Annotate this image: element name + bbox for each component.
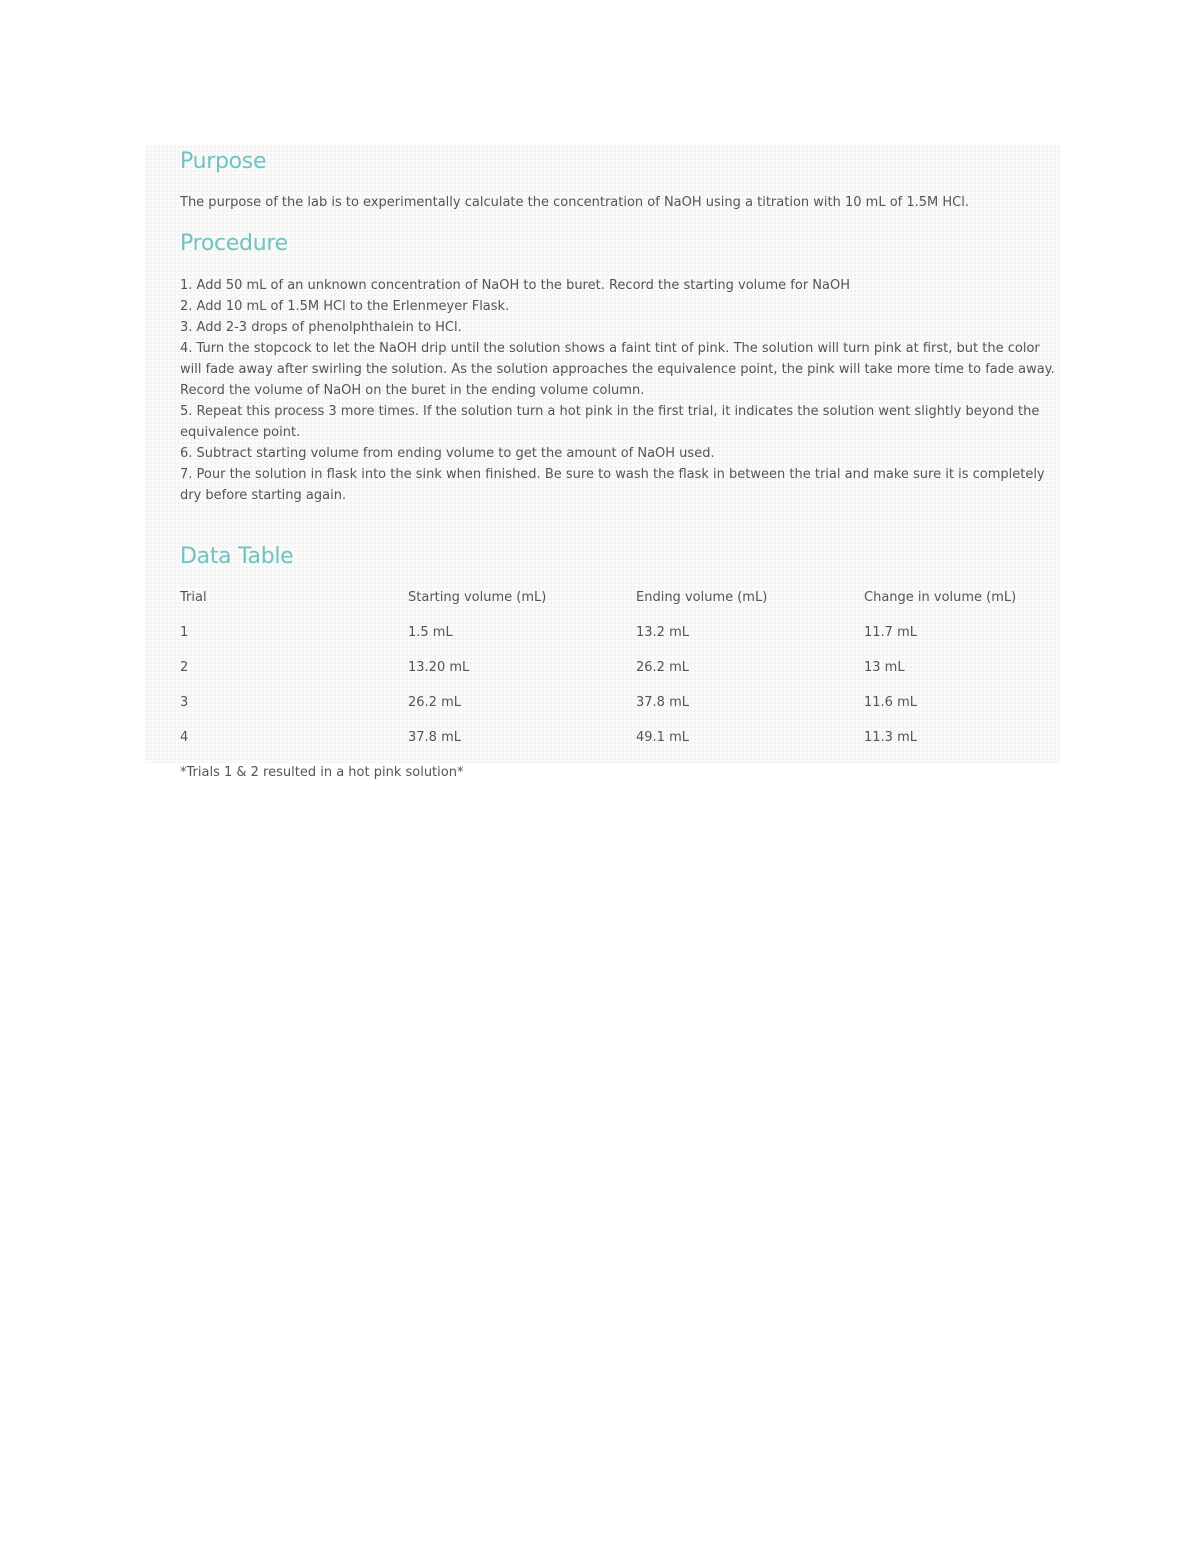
procedure-step: 2. Add 10 mL of 1.5M HCl to the Erlenmeyer Flask. [180,299,510,314]
procedure-step: 5. Repeat this process 3 more times. If the solution turn a hot pink in the first trial, it indicates the solution went slightly beyond the equivalence point. [180,404,1040,440]
table-cell: 4 [180,730,189,745]
procedure-heading: Procedure [180,231,288,256]
table-cell: 37.8 mL [636,695,689,710]
table-cell: 26.2 mL [408,695,461,710]
table-row [180,685,1060,720]
procedure-step: 6. Subtract starting volume from ending volume to get the amount of NaOH used. [180,446,715,461]
column-header: Ending volume (mL) [636,590,768,605]
table-row [180,615,1060,650]
data-table [180,580,1060,755]
table-header-row [180,580,1060,615]
table-cell: 13 mL [864,660,905,675]
procedure-step: 1. Add 50 mL of an unknown concentration of NaOH to the buret. Record the starting volume for NaOH [180,278,851,293]
table-cell: 3 [180,695,189,710]
table-row [180,650,1060,685]
purpose-heading: Purpose [180,149,267,174]
document-content [180,145,1060,790]
table-cell: 37.8 mL [408,730,461,745]
table-cell: 1.5 mL [408,625,453,640]
purpose-text: The purpose of the lab is to experimentally calculate the concentration of NaOH using a titration with 10 mL of 1.5M HCl. [180,195,969,210]
table-row [180,720,1060,755]
table-cell: 2 [180,660,189,675]
column-header: Change in volume (mL) [864,590,1017,605]
table-cell: 11.3 mL [864,730,917,745]
table-cell: 11.6 mL [864,695,917,710]
procedure-step: 4. Turn the stopcock to let the NaOH drip until the solution shows a faint tint of pink. The solution will turn pink at first, but the color will fade away after swirling the solution. As the solution approaches the equivalence point, the pink will take more time to fade away. Record the volume of NaOH on the buret in the ending volume column. [180,341,1055,398]
table-cell: 13.2 mL [636,625,689,640]
column-header: Trial [180,590,207,605]
procedure-step: 7. Pour the solution in flask into the sink when finished. Be sure to wash the flask in between the trial and make sure it is completely dry before starting again. [180,467,1045,503]
table-cell: 1 [180,625,189,640]
procedure-steps [180,275,1060,506]
table-cell: 11.7 mL [864,625,917,640]
table-cell: 26.2 mL [636,660,689,675]
table-cell: 49.1 mL [636,730,689,745]
table-footnote: *Trials 1 & 2 resulted in a hot pink solution* [180,765,464,780]
table-cell: 13.20 mL [408,660,470,675]
data-table-heading: Data Table [180,544,294,569]
procedure-step: 3. Add 2-3 drops of phenolphthalein to HCl. [180,320,462,335]
column-header: Starting volume (mL) [408,590,547,605]
